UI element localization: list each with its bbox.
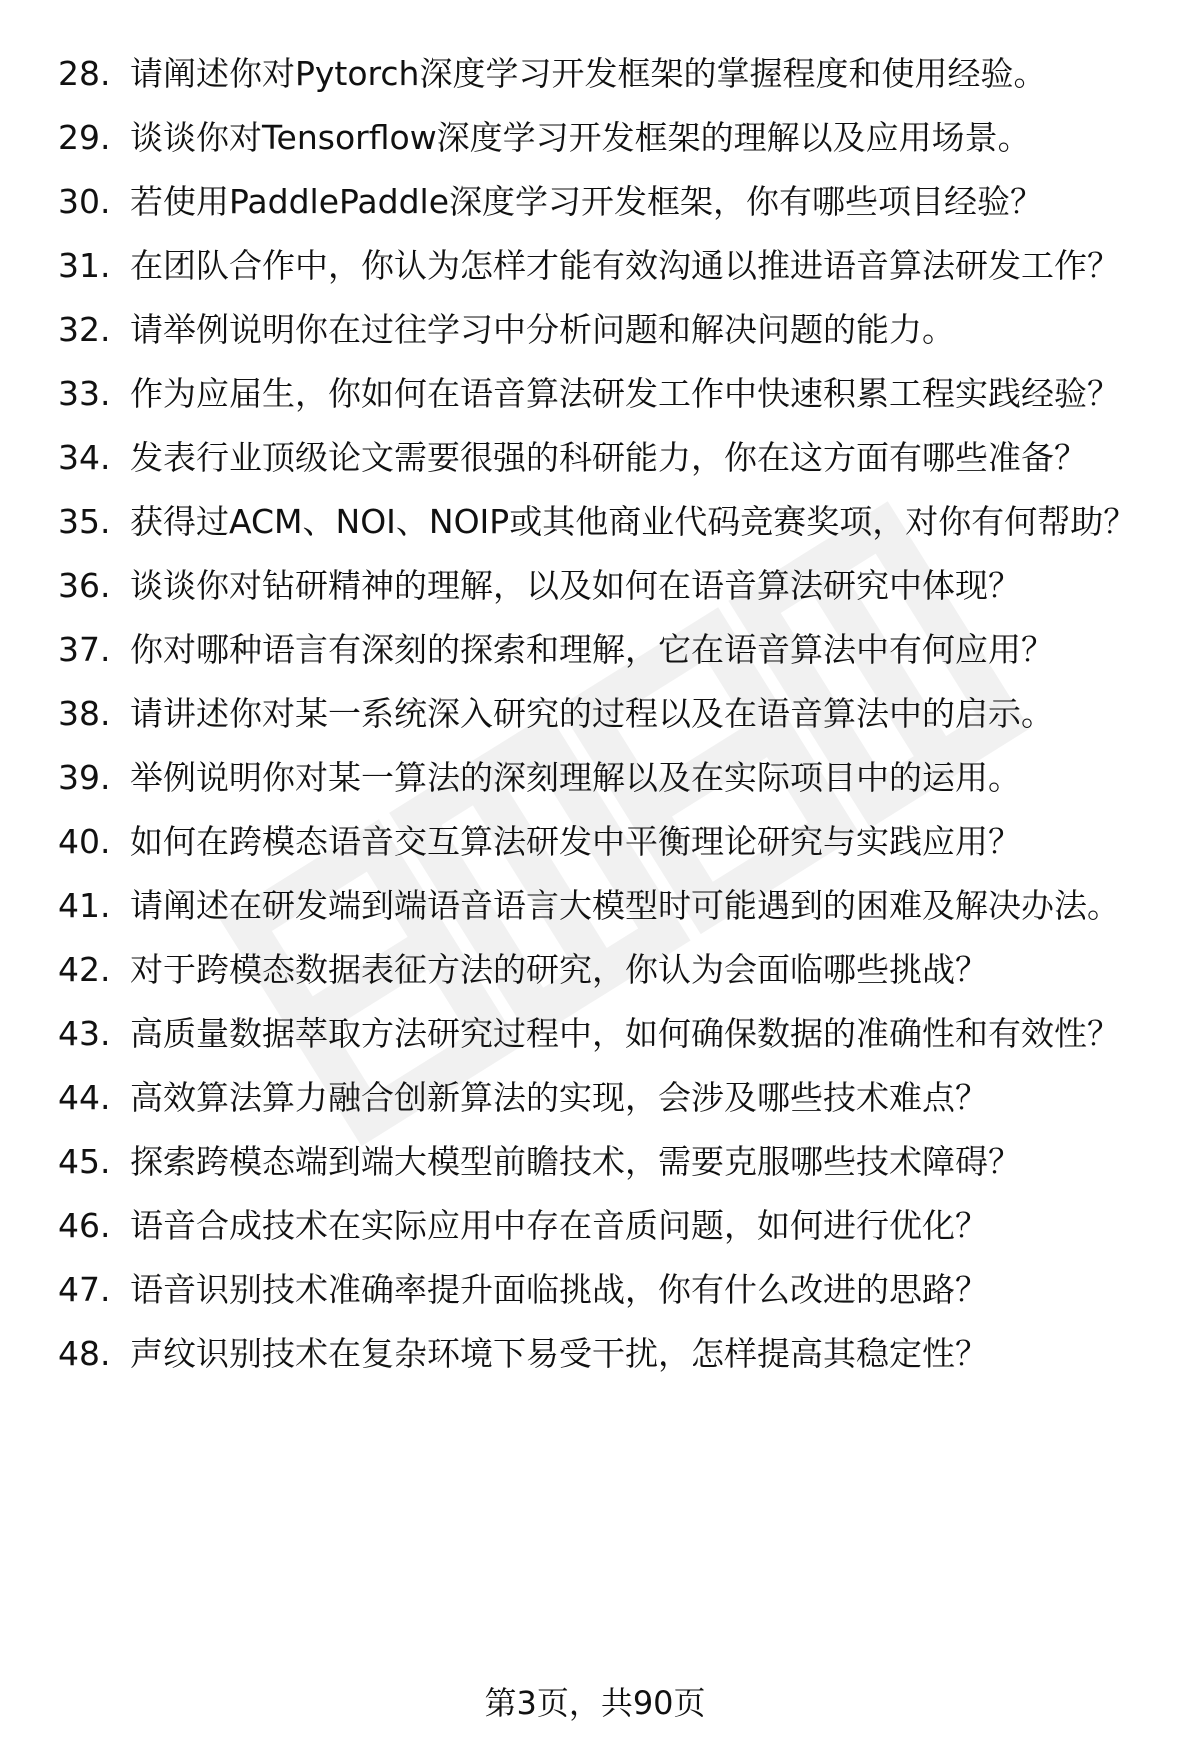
question-number: 46. (58, 1206, 111, 1245)
page-number-footer: 第3页，共90页 (484, 1684, 706, 1722)
question-item (58, 372, 1158, 415)
question-item (58, 1076, 1158, 1119)
question-item (58, 436, 1158, 479)
question-number: 42. (58, 950, 111, 989)
question-item (58, 1204, 1158, 1247)
question-text: 语音合成技术在实际应用中存在音质问题，如何进行优化？ (130, 1206, 988, 1245)
question-item (58, 500, 1158, 543)
question-text: 谈谈你对Tensorflow深度学习开发框架的理解以及应用场景。 (130, 118, 1031, 157)
question-text: 语音识别技术准确率提升面临挑战，你有什么改进的思路？ (130, 1270, 988, 1309)
question-text: 请阐述在研发端到端语音语言大模型时可能遇到的困难及解决办法。 (130, 886, 1120, 925)
question-text: 高质量数据萃取方法研究过程中，如何确保数据的准确性和有效性？ (130, 1014, 1120, 1053)
question-item (58, 628, 1158, 671)
question-number: 31. (58, 246, 111, 285)
question-text: 谈谈你对钻研精神的理解，以及如何在语音算法研究中体现？ (130, 566, 1021, 605)
question-text: 作为应届生，你如何在语音算法研发工作中快速积累工程实践经验？ (130, 374, 1120, 413)
question-item (58, 756, 1158, 799)
question-text: 如何在跨模态语音交互算法研发中平衡理论研究与实践应用？ (130, 822, 1021, 861)
question-text: 若使用PaddlePaddle深度学习开发框架，你有哪些项目经验？ (130, 182, 1044, 221)
question-number: 35. (58, 502, 111, 541)
question-item (58, 692, 1158, 735)
question-text: 高效算法算力融合创新算法的实现，会涉及哪些技术难点？ (130, 1078, 988, 1117)
question-text: 请阐述你对Pytorch深度学习开发框架的掌握程度和使用经验。 (130, 54, 1047, 93)
question-item (58, 1140, 1158, 1183)
question-number: 39. (58, 758, 111, 797)
question-number: 45. (58, 1142, 111, 1181)
question-item (58, 244, 1158, 287)
question-item (58, 180, 1158, 223)
question-text: 对于跨模态数据表征方法的研究，你认为会面临哪些挑战？ (130, 950, 988, 989)
question-item (58, 948, 1158, 991)
question-text: 获得过ACM、NOI、NOIP或其他商业代码竞赛奖项，对你有何帮助？ (130, 502, 1137, 541)
question-text: 请举例说明你在过往学习中分析问题和解决问题的能力。 (130, 310, 955, 349)
question-item (58, 1268, 1158, 1311)
question-number: 38. (58, 694, 111, 733)
question-item (58, 820, 1158, 863)
question-number: 34. (58, 438, 111, 477)
question-number: 28. (58, 54, 111, 93)
question-text: 你对哪种语言有深刻的探索和理解，它在语音算法中有何应用？ (130, 630, 1054, 669)
question-number: 36. (58, 566, 111, 605)
question-item (58, 1012, 1158, 1055)
question-number: 44. (58, 1078, 111, 1117)
question-text: 举例说明你对某一算法的深刻理解以及在实际项目中的运用。 (130, 758, 1021, 797)
question-text: 在团队合作中，你认为怎样才能有效沟通以推进语音算法研发工作？ (130, 246, 1120, 285)
question-item (58, 564, 1158, 607)
question-text: 探索跨模态端到端大模型前瞻技术，需要克服哪些技术障碍？ (130, 1142, 1021, 1181)
question-text: 声纹识别技术在复杂环境下易受干扰，怎样提高其稳定性？ (130, 1334, 988, 1373)
question-number: 47. (58, 1270, 111, 1309)
question-item (58, 308, 1158, 351)
question-item (58, 884, 1158, 927)
question-list (58, 52, 1158, 1396)
question-number: 40. (58, 822, 111, 861)
question-item (58, 116, 1158, 159)
question-number: 43. (58, 1014, 111, 1053)
question-text: 请讲述你对某一系统深入研究的过程以及在语音算法中的启示。 (130, 694, 1054, 733)
question-number: 33. (58, 374, 111, 413)
question-number: 32. (58, 310, 111, 349)
question-number: 30. (58, 182, 111, 221)
question-text: 发表行业顶级论文需要很强的科研能力，你在这方面有哪些准备？ (130, 438, 1087, 477)
question-number: 41. (58, 886, 111, 925)
question-item (58, 1332, 1158, 1375)
question-number: 29. (58, 118, 111, 157)
question-number: 48. (58, 1334, 111, 1373)
question-item (58, 52, 1158, 95)
question-number: 37. (58, 630, 111, 669)
